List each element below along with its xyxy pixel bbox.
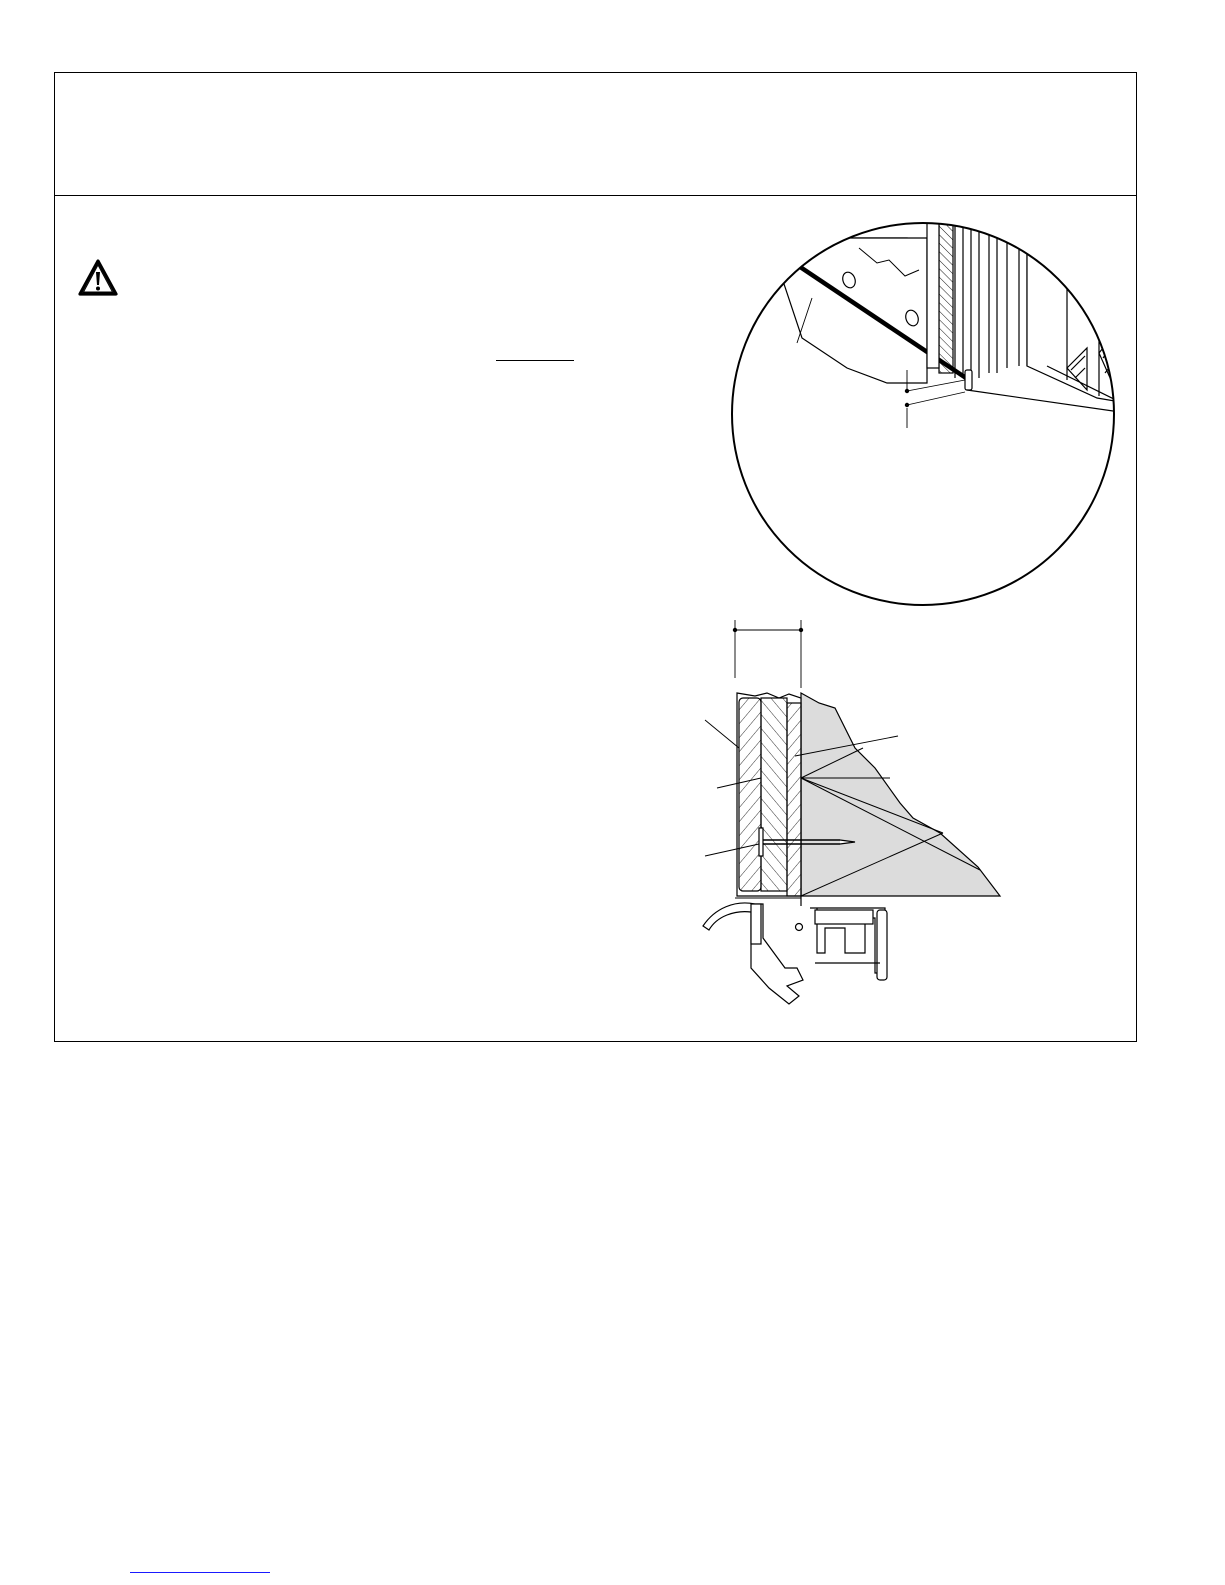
panel-header xyxy=(55,73,1136,196)
detail-circle-illustration xyxy=(727,218,1119,610)
instruction-panel xyxy=(54,72,1137,1042)
underline-rule xyxy=(496,360,574,361)
wall-section-illustration xyxy=(695,608,1025,1023)
warning-triangle-icon xyxy=(77,258,119,298)
footer-link[interactable] xyxy=(130,1572,270,1573)
